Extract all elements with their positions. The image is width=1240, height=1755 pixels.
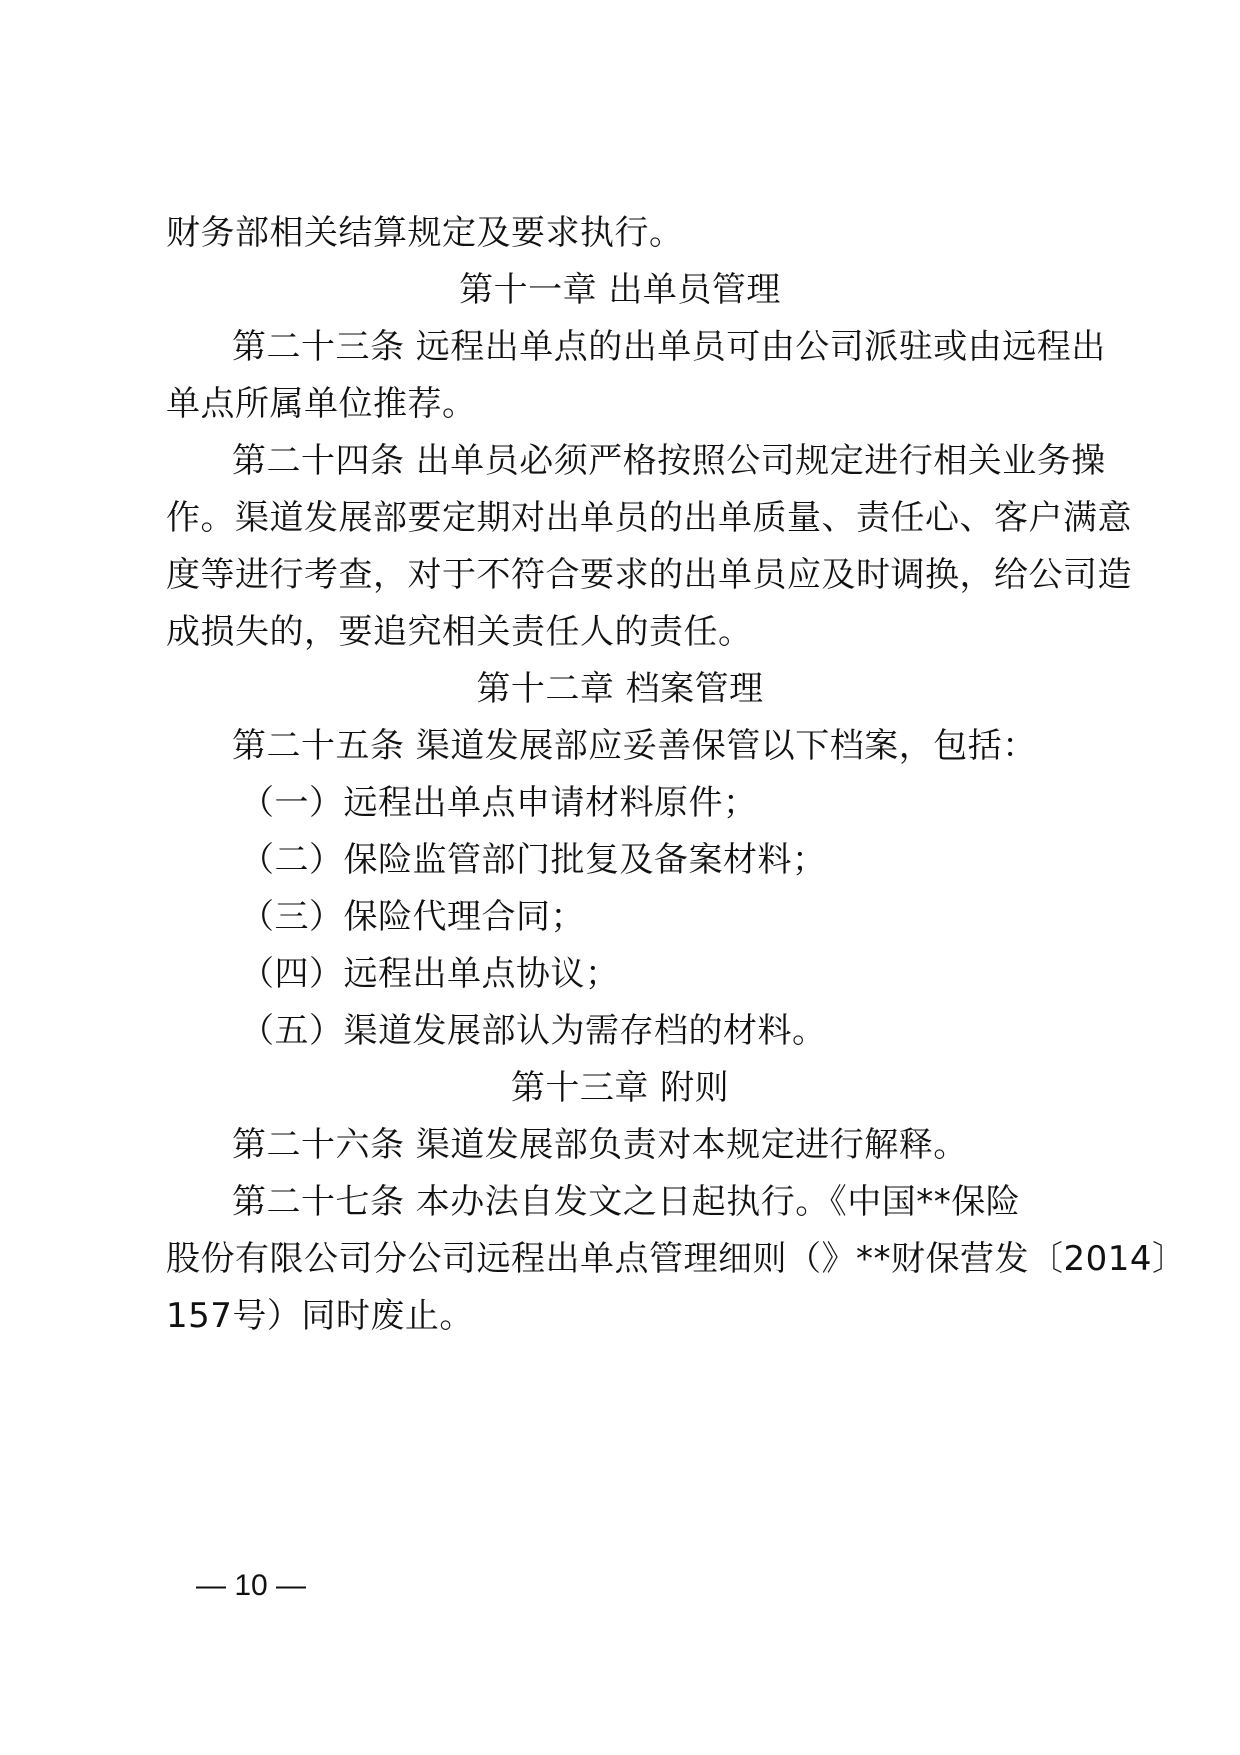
paragraph-line: 财务部相关结算规定及要求执行。: [166, 213, 684, 253]
article-27-line-2: 股份有限公司分公司远程出单点管理细则（》**财保营发〔2014〕: [166, 1239, 1187, 1279]
article-23-line-2: 单点所属单位推荐。: [166, 384, 477, 424]
article-25-line-1: 第二十五条 渠道发展部应妥善保管以下档案，包括：: [232, 726, 1037, 766]
list-item-3: （三）保险代理合同；: [240, 897, 585, 937]
article-26-line-1: 第二十六条 渠道发展部负责对本规定进行解释。: [232, 1125, 968, 1165]
list-item-4: （四）远程出单点协议；: [240, 954, 620, 994]
article-24-line-1: 第二十四条 出单员必须严格按照公司规定进行相关业务操: [232, 441, 1106, 481]
page-number: — 10 —: [196, 1569, 307, 1602]
article-27-line-1: 第二十七条 本办法自发文之日起执行。《中国**保险: [232, 1182, 1021, 1222]
article-24-line-3: 度等进行考查，对于不符合要求的出单员应及时调换，给公司造: [166, 555, 1132, 595]
chapter-heading-11: 第十一章 出单员管理: [459, 270, 781, 310]
list-item-5: （五）渠道发展部认为需存档的材料。: [240, 1011, 827, 1051]
article-24-line-4: 成损失的，要追究相关责任人的责任。: [166, 612, 753, 652]
list-item-1: （一）远程出单点申请材料原件；: [240, 783, 758, 823]
article-27-line-3: 157号）同时废止。: [166, 1296, 474, 1336]
list-item-2: （二）保险监管部门批复及备案材料；: [240, 840, 827, 880]
article-23-line-1: 第二十三条 远程出单点的出单员可由公司派驻或由远程出: [232, 327, 1106, 367]
chapter-heading-13: 第十三章 附则: [510, 1068, 730, 1108]
article-24-line-2: 作。渠道发展部要定期对出单员的出单质量、责任心、客户满意: [166, 498, 1132, 538]
chapter-heading-12: 第十二章 档案管理: [476, 669, 764, 709]
